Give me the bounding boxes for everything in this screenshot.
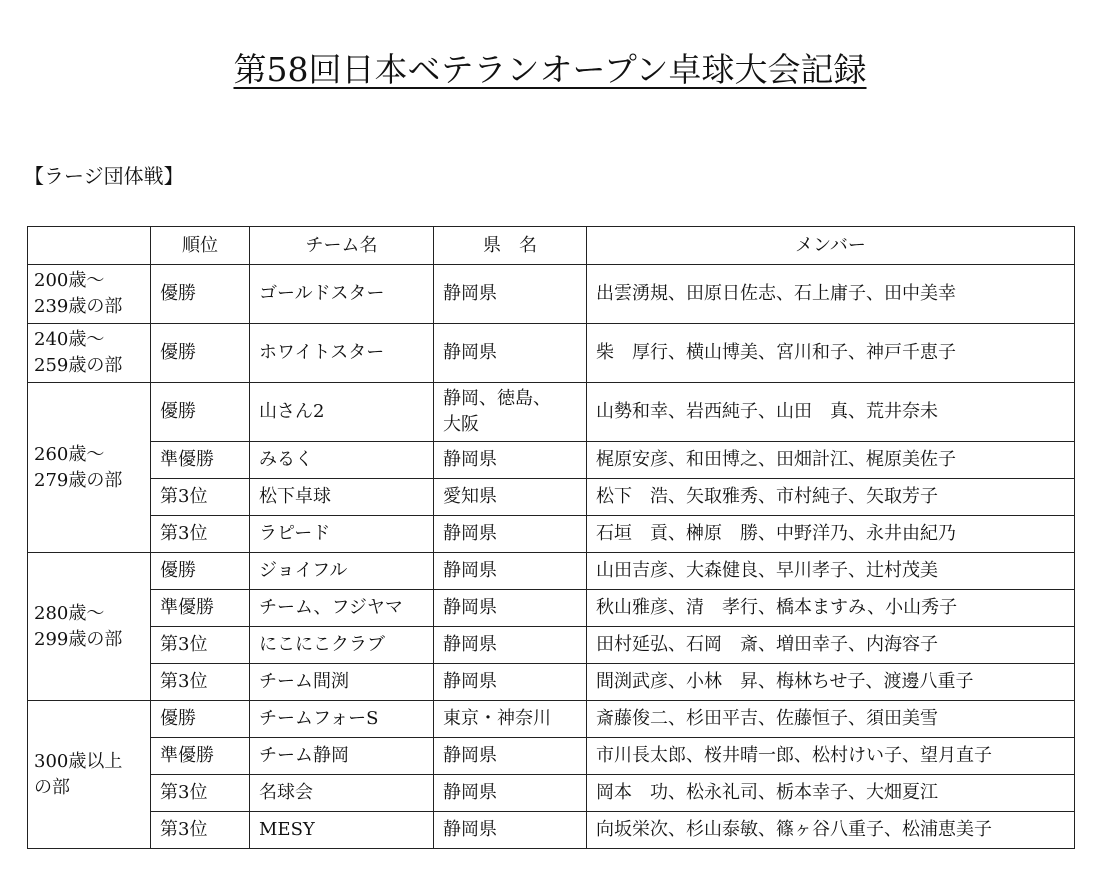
rank-cell: 優勝 — [151, 553, 250, 590]
section-heading: 【ラージ団体戦】 — [24, 164, 184, 188]
team-name-cell: 松下卓球 — [250, 479, 434, 516]
prefecture-cell: 静岡、徳島、 大阪 — [434, 383, 587, 442]
rank-cell: 第3位 — [151, 479, 250, 516]
results-table — [27, 226, 1075, 849]
prefecture-cell: 静岡県 — [434, 664, 587, 701]
rank-cell: 準優勝 — [151, 442, 250, 479]
table-row — [28, 442, 1075, 479]
team-name-cell: チームフォーS — [250, 701, 434, 738]
table-row — [28, 775, 1075, 812]
header-team: チーム名 — [250, 227, 434, 265]
page-title: 第58回日本ベテランオープン卓球大会記録 — [233, 50, 867, 89]
team-name-cell: ホワイトスター — [250, 324, 434, 383]
prefecture-cell: 静岡県 — [434, 627, 587, 664]
members-cell: 市川長太郎、桜井晴一郎、松村けい子、望月直子 — [587, 738, 1075, 775]
table-row — [28, 664, 1075, 701]
team-name-cell: チーム間渕 — [250, 664, 434, 701]
prefecture-cell: 静岡県 — [434, 442, 587, 479]
rank-cell: 優勝 — [151, 383, 250, 442]
division-cell: 260歳～ 279歳の部 — [28, 383, 151, 553]
members-cell: 間渕武彦、小林 昇、梅林ちせ子、渡邊八重子 — [587, 664, 1075, 701]
rank-cell: 第3位 — [151, 627, 250, 664]
table-row — [28, 516, 1075, 553]
rank-cell: 優勝 — [151, 324, 250, 383]
team-name-cell: MESY — [250, 812, 434, 849]
team-name-cell: 名球会 — [250, 775, 434, 812]
prefecture-cell: 静岡県 — [434, 775, 587, 812]
prefecture-cell: 静岡県 — [434, 553, 587, 590]
table-row — [28, 265, 1075, 324]
header-prefecture: 県 名 — [434, 227, 587, 265]
header-row — [28, 227, 1075, 265]
table-row — [28, 553, 1075, 590]
division-cell: 280歳～ 299歳の部 — [28, 553, 151, 701]
table-row — [28, 701, 1075, 738]
rank-cell: 第3位 — [151, 775, 250, 812]
table-body — [28, 265, 1075, 849]
table-row — [28, 812, 1075, 849]
members-cell: 出雲湧規、田原日佐志、石上庸子、田中美幸 — [587, 265, 1075, 324]
rank-cell: 第3位 — [151, 664, 250, 701]
members-cell: 柴 厚行、横山博美、宮川和子、神戸千恵子 — [587, 324, 1075, 383]
prefecture-cell: 静岡県 — [434, 265, 587, 324]
prefecture-cell: 東京・神奈川 — [434, 701, 587, 738]
team-name-cell: にこにこクラブ — [250, 627, 434, 664]
prefecture-cell: 静岡県 — [434, 738, 587, 775]
rank-cell: 準優勝 — [151, 738, 250, 775]
division-cell: 240歳～ 259歳の部 — [28, 324, 151, 383]
table-row — [28, 627, 1075, 664]
rank-cell: 優勝 — [151, 265, 250, 324]
members-cell: 山勢和幸、岩西純子、山田 真、荒井奈未 — [587, 383, 1075, 442]
table-row — [28, 324, 1075, 383]
header-rank: 順位 — [151, 227, 250, 265]
table-header — [28, 227, 1075, 265]
division-cell: 200歳～ 239歳の部 — [28, 265, 151, 324]
prefecture-cell: 静岡県 — [434, 516, 587, 553]
table-row — [28, 738, 1075, 775]
team-name-cell: ジョイフル — [250, 553, 434, 590]
members-cell: 梶原安彦、和田博之、田畑計江、梶原美佐子 — [587, 442, 1075, 479]
team-name-cell: みるく — [250, 442, 434, 479]
header-division — [28, 227, 151, 265]
team-name-cell: 山さん2 — [250, 383, 434, 442]
team-name-cell: ラピード — [250, 516, 434, 553]
members-cell: 石垣 貢、榊原 勝、中野洋乃、永井由紀乃 — [587, 516, 1075, 553]
rank-cell: 準優勝 — [151, 590, 250, 627]
team-name-cell: チーム静岡 — [250, 738, 434, 775]
table-row — [28, 479, 1075, 516]
team-name-cell: チーム、フジヤマ — [250, 590, 434, 627]
rank-cell: 第3位 — [151, 516, 250, 553]
prefecture-cell: 静岡県 — [434, 590, 587, 627]
members-cell: 山田吉彦、大森健良、早川孝子、辻村茂美 — [587, 553, 1075, 590]
rank-cell: 第3位 — [151, 812, 250, 849]
members-cell: 田村延弘、石岡 斎、増田幸子、内海容子 — [587, 627, 1075, 664]
team-name-cell: ゴールドスター — [250, 265, 434, 324]
members-cell: 向坂栄次、杉山泰敏、篠ヶ谷八重子、松浦恵美子 — [587, 812, 1075, 849]
table-row — [28, 590, 1075, 627]
members-cell: 秋山雅彦、清 孝行、橋本ますみ、小山秀子 — [587, 590, 1075, 627]
prefecture-cell: 愛知県 — [434, 479, 587, 516]
header-members: メンバー — [587, 227, 1075, 265]
members-cell: 斎藤俊二、杉田平吉、佐藤恒子、須田美雪 — [587, 701, 1075, 738]
prefecture-cell: 静岡県 — [434, 812, 587, 849]
rank-cell: 優勝 — [151, 701, 250, 738]
prefecture-cell: 静岡県 — [434, 324, 587, 383]
division-cell: 300歳以上 の部 — [28, 701, 151, 849]
members-cell: 岡本 功、松永礼司、栃本幸子、大畑夏江 — [587, 775, 1075, 812]
table-row — [28, 383, 1075, 442]
members-cell: 松下 浩、矢取雅秀、市村純子、矢取芳子 — [587, 479, 1075, 516]
